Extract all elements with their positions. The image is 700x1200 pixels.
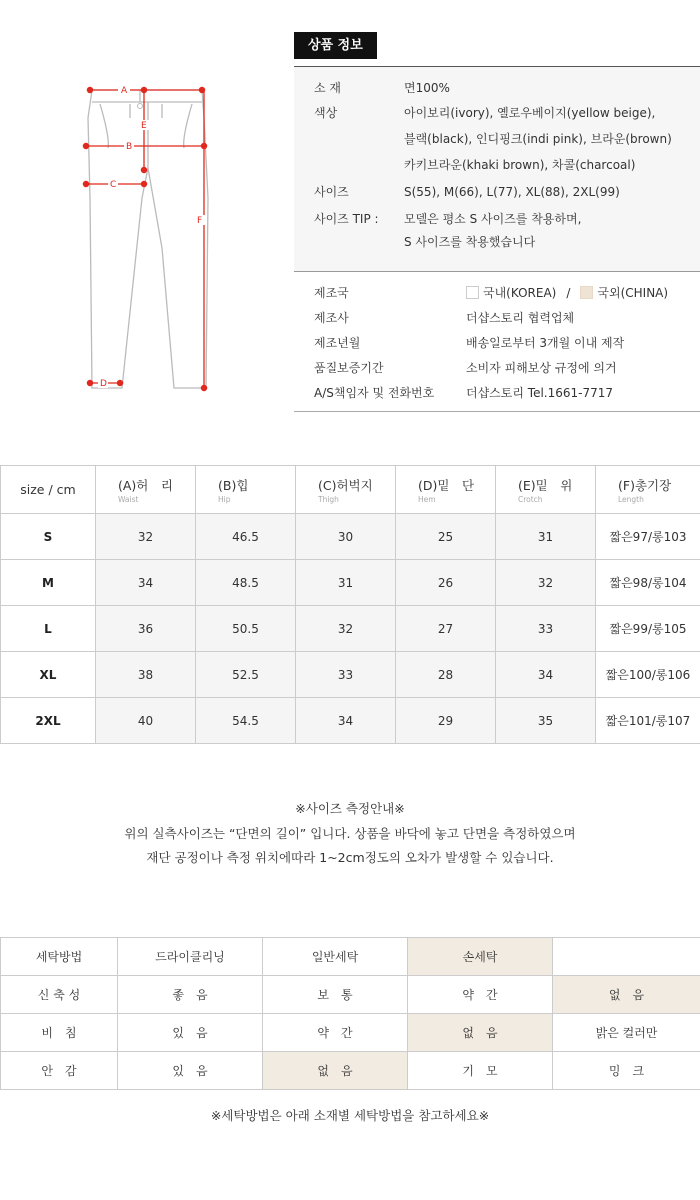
care-cell: 일반세탁 bbox=[263, 938, 408, 976]
size-value: S(55), M(66), L(77), XL(88), 2XL(99) bbox=[404, 185, 620, 199]
table-row bbox=[1, 560, 700, 606]
crotch-cell: 33 bbox=[496, 606, 596, 652]
maker-value: 더샵스토리 협력업체 bbox=[466, 311, 575, 325]
care-cell bbox=[553, 938, 700, 976]
care-cell: 있 음 bbox=[118, 1052, 263, 1090]
label-c: C bbox=[110, 180, 117, 190]
waist-cell: 38 bbox=[96, 652, 196, 698]
pants-outline-icon bbox=[70, 78, 230, 398]
crotch-cell: 34 bbox=[496, 652, 596, 698]
origin-domestic: 국내(KOREA) bbox=[483, 286, 557, 300]
label-a: A bbox=[121, 86, 128, 96]
warranty-value: 소비자 피해보상 규정에 의거 bbox=[466, 361, 617, 375]
thigh-cell: 31 bbox=[296, 560, 396, 606]
size-tip-line1: 모델은 평소 S 사이즈를 착용하며, bbox=[404, 212, 582, 226]
domestic-checkbox bbox=[466, 286, 479, 299]
crotch-cell: 32 bbox=[496, 560, 596, 606]
material-value: 면100% bbox=[404, 81, 450, 95]
table-row bbox=[1, 938, 700, 976]
size-guide-line2: 재단 공정이나 측정 위치에따라 1~2cm정도의 오차가 발생할 수 있습니다. bbox=[146, 850, 554, 865]
length-cell: 짧은100/롱106 bbox=[596, 652, 700, 698]
crotch-cell: 31 bbox=[496, 514, 596, 560]
header-hip: (B)힙 Hip bbox=[196, 466, 296, 514]
color-value-line3: 카키브라운(khaki brown), 차콜(charcoal) bbox=[404, 158, 636, 172]
product-spec-panel bbox=[294, 67, 700, 271]
table-row bbox=[1, 698, 700, 744]
size-tip-label: 사이즈 TIP : bbox=[314, 212, 379, 226]
label-b: B bbox=[126, 142, 133, 152]
table-row bbox=[1, 1014, 700, 1052]
care-cell: 밍 크 bbox=[553, 1052, 700, 1090]
origin-foreign: 국외(CHINA) bbox=[597, 286, 669, 300]
table-row bbox=[1, 514, 700, 560]
color-value-line1: 아이보리(ivory), 옐로우베이지(yellow beige), bbox=[404, 106, 656, 120]
care-table bbox=[0, 937, 700, 1090]
date-value: 배송일로부터 3개월 이내 제작 bbox=[466, 336, 625, 350]
header-crotch: (E)밑 위 Crotch bbox=[496, 466, 596, 514]
care-cell: 약 간 bbox=[263, 1014, 408, 1052]
origin-value bbox=[466, 281, 668, 306]
size-cell: L bbox=[1, 606, 96, 652]
care-label-wash: 세탁방법 bbox=[1, 938, 118, 976]
care-note: ※세탁방법은 아래 소재별 세탁방법을 참고하세요※ bbox=[210, 1108, 490, 1123]
care-cell: 있 음 bbox=[118, 1014, 263, 1052]
info-divider bbox=[294, 271, 700, 272]
hip-cell: 46.5 bbox=[196, 514, 296, 560]
length-cell: 짧은98/롱104 bbox=[596, 560, 700, 606]
hem-cell: 29 bbox=[396, 698, 496, 744]
size-cell: S bbox=[1, 514, 96, 560]
table-row bbox=[1, 606, 700, 652]
hip-cell: 54.5 bbox=[196, 698, 296, 744]
material-label: 소 재 bbox=[314, 81, 341, 95]
waist-cell: 32 bbox=[96, 514, 196, 560]
product-info-box bbox=[294, 66, 700, 412]
care-cell-selected: 손세탁 bbox=[408, 938, 553, 976]
waist-cell: 34 bbox=[96, 560, 196, 606]
color-value-line2: 블랙(black), 인디핑크(indi pink), 브라운(brown) bbox=[404, 132, 672, 146]
size-cell: M bbox=[1, 560, 96, 606]
header-thigh: (C)허벅지 Thigh bbox=[296, 466, 396, 514]
care-cell: 드라이클리닝 bbox=[118, 938, 263, 976]
size-cell: 2XL bbox=[1, 698, 96, 744]
care-label-stretch: 신 축 성 bbox=[1, 976, 118, 1014]
foreign-checkbox bbox=[580, 286, 593, 299]
care-cell-selected: 없 음 bbox=[553, 976, 700, 1014]
care-cell: 좋 음 bbox=[118, 976, 263, 1014]
header-size: size / cm bbox=[1, 466, 96, 514]
hem-cell: 25 bbox=[396, 514, 496, 560]
care-cell-selected: 없 음 bbox=[408, 1014, 553, 1052]
label-f: F bbox=[197, 216, 203, 226]
care-cell-selected: 없 음 bbox=[263, 1052, 408, 1090]
size-cell: XL bbox=[1, 652, 96, 698]
care-cell: 기 모 bbox=[408, 1052, 553, 1090]
hip-cell: 50.5 bbox=[196, 606, 296, 652]
thigh-cell: 32 bbox=[296, 606, 396, 652]
hem-cell: 28 bbox=[396, 652, 496, 698]
size-guide-title: ※사이즈 측정안내※ bbox=[295, 801, 405, 816]
thigh-cell: 30 bbox=[296, 514, 396, 560]
product-info-title: 상품 정보 bbox=[294, 32, 377, 59]
size-table bbox=[0, 465, 700, 744]
size-guide-line1: 위의 실측사이즈는 “단면의 길이” 입니다. 상품을 바닥에 놓고 단면을 측정하였으며 bbox=[124, 826, 576, 841]
size-table-header bbox=[1, 466, 700, 514]
care-cell: 보 통 bbox=[263, 976, 408, 1014]
table-row bbox=[1, 1052, 700, 1090]
thigh-cell: 34 bbox=[296, 698, 396, 744]
care-cell: 밝은 컬러만 bbox=[553, 1014, 700, 1052]
care-cell: 약 간 bbox=[408, 976, 553, 1014]
care-label-lining: 안 감 bbox=[1, 1052, 118, 1090]
size-label: 사이즈 bbox=[314, 185, 349, 199]
label-e: E bbox=[141, 121, 147, 131]
crotch-cell: 35 bbox=[496, 698, 596, 744]
origin-slash: / bbox=[566, 286, 571, 300]
pants-measurement-diagram bbox=[70, 78, 230, 398]
waist-cell: 40 bbox=[96, 698, 196, 744]
table-row bbox=[1, 652, 700, 698]
header-hem: (D)밑 단 Hem bbox=[396, 466, 496, 514]
as-value: 더샵스토리 Tel.1661-7717 bbox=[466, 386, 614, 400]
hip-cell: 52.5 bbox=[196, 652, 296, 698]
length-cell: 짧은97/롱103 bbox=[596, 514, 700, 560]
thigh-cell: 33 bbox=[296, 652, 396, 698]
size-tip-line2: S 사이즈를 착용했습니다 bbox=[404, 235, 536, 249]
origin-label: 제조국 bbox=[314, 286, 349, 300]
table-row bbox=[1, 976, 700, 1014]
care-label-sheer: 비 침 bbox=[1, 1014, 118, 1052]
hem-cell: 26 bbox=[396, 560, 496, 606]
hip-cell: 48.5 bbox=[196, 560, 296, 606]
date-label: 제조년월 bbox=[314, 336, 361, 350]
length-cell: 짧은101/롱107 bbox=[596, 698, 700, 744]
header-waist: (A)허 리 Waist bbox=[96, 466, 196, 514]
header-length: (F)총기장 Length bbox=[596, 466, 700, 514]
length-cell: 짧은99/롱105 bbox=[596, 606, 700, 652]
warranty-label: 품질보증기간 bbox=[314, 361, 384, 375]
label-d: D bbox=[100, 379, 107, 389]
hem-cell: 27 bbox=[396, 606, 496, 652]
waist-cell: 36 bbox=[96, 606, 196, 652]
maker-label: 제조사 bbox=[314, 311, 349, 325]
color-label: 색상 bbox=[314, 106, 338, 120]
as-label: A/S책임자 및 전화번호 bbox=[314, 386, 435, 400]
